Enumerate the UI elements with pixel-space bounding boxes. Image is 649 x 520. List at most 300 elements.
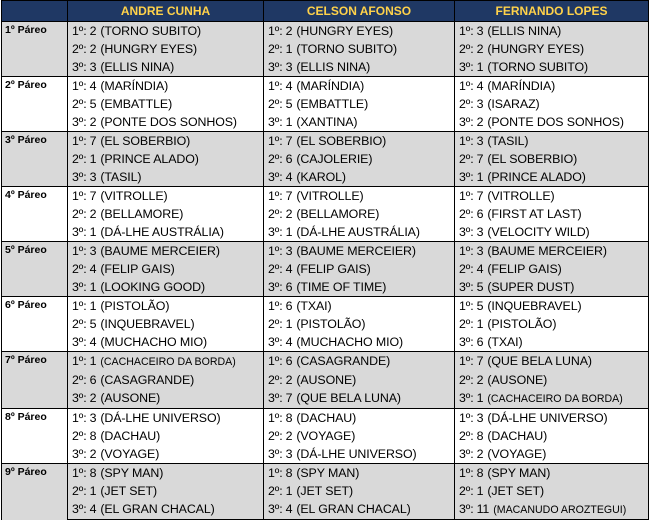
pick-position: 3º:: [268, 60, 283, 74]
race-label: 8º Páreo: [2, 409, 68, 464]
pick-position: 2º:: [459, 373, 474, 387]
pick-position: 2º:: [459, 429, 474, 443]
pick-number: 6: [89, 373, 97, 387]
pick-horse-name: (DÁ-LHE UNIVERSO): [100, 411, 221, 425]
pick-position: 3º:: [268, 225, 283, 239]
pick-cell: [264, 278, 455, 297]
pick-horse-name: (EMBATTLE): [296, 97, 369, 111]
pick-number: 7: [285, 189, 293, 203]
pick-cell: [455, 113, 649, 132]
pick-number: 4: [476, 79, 484, 93]
table-row: [2, 482, 649, 500]
table-row: [2, 40, 649, 58]
pick-cell: [455, 242, 649, 261]
pick-horse-name: (ELLIS NINA): [100, 60, 175, 74]
pick-number: 4: [285, 170, 293, 184]
pick-horse-name: (EL GRAN CHACAL): [100, 502, 215, 516]
pick-number: 1: [89, 152, 97, 166]
pick-number: 7: [285, 134, 293, 148]
pick-horse-name: (PONTE DOS SONHOS): [100, 115, 237, 129]
pick-cell: [455, 500, 649, 520]
pick-position: 3º:: [72, 60, 87, 74]
pick-position: 2º:: [268, 317, 283, 331]
pick-number: 2: [285, 373, 293, 387]
table-row: [2, 278, 649, 297]
pick-horse-name: (EL SOBERBIO): [100, 134, 191, 148]
pick-horse-name: (VOYAGE): [296, 429, 356, 443]
pick-number: 1: [476, 484, 484, 498]
pick-cell: [68, 95, 264, 113]
pick-cell: [68, 333, 264, 352]
pick-cell: [455, 95, 649, 113]
pick-horse-name: (TORNO SUBITO): [487, 60, 589, 74]
pick-position: 1º:: [72, 24, 87, 38]
pick-position: 1º:: [72, 354, 87, 368]
pick-cell: [264, 187, 455, 206]
pick-cell: [455, 58, 649, 77]
table-row: [2, 371, 649, 389]
pick-number: 2: [285, 24, 293, 38]
pick-cell: [455, 333, 649, 352]
pick-horse-name: (FELIP GAIS): [296, 262, 371, 276]
pick-cell: [68, 315, 264, 333]
pick-cell: [68, 40, 264, 58]
pick-number: 2: [285, 207, 293, 221]
pick-cell: [455, 40, 649, 58]
header-tipster-1: ANDRE CUNHA: [68, 1, 264, 22]
pick-position: 3º:: [72, 115, 87, 129]
pick-number: 3: [476, 134, 484, 148]
pick-number: 1: [285, 42, 293, 56]
pick-position: 1º:: [459, 244, 474, 258]
race-label: 1º Páreo: [2, 22, 68, 77]
pick-horse-name: (DACHAU): [296, 411, 357, 425]
pick-number: 2: [89, 207, 97, 221]
pick-number: 7: [476, 152, 484, 166]
pick-cell: [68, 482, 264, 500]
pick-horse-name: (TIME OF TIME): [296, 280, 387, 294]
pick-cell: [455, 132, 649, 151]
pick-number: 3: [89, 170, 97, 184]
pick-horse-name: (MACANUDO AROZTEGUI): [493, 504, 627, 516]
table-row: [2, 77, 649, 96]
pick-horse-name: (BAUME MERCEIER): [296, 244, 416, 258]
pick-cell: [68, 389, 264, 409]
pick-position: 1º:: [268, 244, 283, 258]
pick-position: 2º:: [459, 317, 474, 331]
pick-horse-name: (VOYAGE): [100, 447, 160, 461]
pick-number: 1: [285, 317, 293, 331]
pick-number: 3: [476, 225, 484, 239]
pick-number: 1: [285, 115, 293, 129]
pick-cell: [455, 297, 649, 316]
pick-position: 1º:: [72, 299, 87, 313]
pick-cell: [68, 77, 264, 96]
pick-position: 2º:: [268, 152, 283, 166]
pick-cell: [455, 352, 649, 372]
pick-position: 3º:: [459, 447, 474, 461]
pick-number: 3: [89, 244, 97, 258]
pick-horse-name: (FIRST AT LAST): [487, 207, 582, 221]
pick-horse-name: (JET SET): [100, 484, 158, 498]
pick-cell: [455, 150, 649, 168]
pick-horse-name: (SPY MAN): [296, 466, 360, 480]
pick-position: 2º:: [268, 429, 283, 443]
pick-position: 2º:: [72, 484, 87, 498]
pick-number: 2: [89, 115, 97, 129]
pick-horse-name: (TASIL): [100, 170, 142, 184]
pick-horse-name: (VOYAGE): [487, 447, 547, 461]
pick-position: 2º:: [459, 152, 474, 166]
pick-cell: [264, 242, 455, 261]
pick-horse-name: (DACHAU): [100, 429, 161, 443]
pick-cell: [455, 427, 649, 445]
pick-horse-name: (TXAI): [296, 299, 332, 313]
pick-number: 1: [89, 280, 97, 294]
pick-cell: [264, 223, 455, 242]
pick-number: 1: [476, 170, 484, 184]
pick-position: 1º:: [72, 466, 87, 480]
pick-number: 2: [476, 115, 484, 129]
pick-cell: [68, 242, 264, 261]
pick-horse-name: (VELOCITY WILD): [487, 225, 590, 239]
pick-cell: [455, 187, 649, 206]
race-label: 2º Páreo: [2, 77, 68, 132]
pick-horse-name: (AUSONE): [487, 373, 548, 387]
pick-position: 1º:: [268, 411, 283, 425]
pick-number: 8: [285, 466, 293, 480]
pick-cell: [264, 58, 455, 77]
table-row: [2, 297, 649, 316]
pick-horse-name: (JET SET): [487, 484, 545, 498]
pick-horse-name: (INQUEBRAVEL): [487, 299, 582, 313]
pick-position: 3º:: [72, 170, 87, 184]
pick-cell: [68, 132, 264, 151]
pick-number: 2: [89, 447, 97, 461]
pick-horse-name: (VITROLLE): [487, 189, 555, 203]
pick-horse-name: (EL SOBERBIO): [296, 134, 387, 148]
pick-position: 2º:: [268, 207, 283, 221]
pick-number: 2: [89, 24, 97, 38]
table-row: [2, 205, 649, 223]
pick-position: 2º:: [72, 207, 87, 221]
pick-horse-name: (JET SET): [296, 484, 354, 498]
pick-horse-name: (PRINCE ALADO): [100, 152, 199, 166]
pick-position: 3º:: [268, 280, 283, 294]
pick-position: 1º:: [459, 24, 474, 38]
pick-position: 2º:: [72, 262, 87, 276]
pick-cell: [455, 77, 649, 96]
pick-position: 3º:: [459, 170, 474, 184]
pick-cell: [264, 132, 455, 151]
pick-number: 7: [89, 134, 97, 148]
pick-horse-name: (TORNO SUBITO): [296, 42, 398, 56]
pick-number: 3: [89, 411, 97, 425]
pick-horse-name: (MARÍNDIA): [487, 79, 556, 93]
pick-horse-name: (KAROL): [296, 170, 346, 184]
table-row: [2, 333, 649, 352]
table-row: [2, 168, 649, 187]
pick-cell: [68, 409, 264, 428]
table-row: [2, 95, 649, 113]
pick-number: 3: [285, 244, 293, 258]
pick-horse-name: (AUSONE): [100, 391, 161, 405]
pick-cell: [264, 205, 455, 223]
pick-horse-name: (PISTOLÃO): [100, 299, 170, 313]
pick-number: 4: [89, 79, 97, 93]
pick-horse-name: (DÁ-LHE UNIVERSO): [296, 447, 417, 461]
header-row: [2, 1, 649, 22]
pick-cell: [455, 168, 649, 187]
pick-horse-name: (MUCHACHO MIO): [100, 335, 208, 349]
pick-cell: [455, 278, 649, 297]
pick-position: 2º:: [459, 484, 474, 498]
pick-horse-name: (TASIL): [487, 134, 529, 148]
pick-number: 1: [89, 299, 97, 313]
pick-number: 8: [89, 466, 97, 480]
pick-number: 2: [89, 42, 97, 56]
pick-number: 1: [476, 317, 484, 331]
pick-horse-name: (INQUEBRAVEL): [100, 317, 195, 331]
pick-number: 5: [89, 97, 97, 111]
pick-number: 5: [285, 97, 293, 111]
table-row: [2, 427, 649, 445]
pick-horse-name: (ISARAZ): [487, 97, 540, 111]
pick-position: 3º:: [459, 60, 474, 74]
pick-horse-name: (SPY MAN): [487, 466, 551, 480]
table-row: [2, 389, 649, 409]
pick-number: 7: [476, 354, 484, 368]
pick-horse-name: (BAUME MERCEIER): [100, 244, 220, 258]
pick-horse-name: (SPY MAN): [100, 466, 164, 480]
pick-number: 1: [285, 225, 293, 239]
pick-number: 3: [476, 411, 484, 425]
pick-horse-name: (SUPER DUST): [487, 280, 575, 294]
pick-position: 3º:: [459, 502, 474, 516]
pick-number: 5: [89, 317, 97, 331]
pick-position: 1º:: [268, 299, 283, 313]
pick-cell: [264, 40, 455, 58]
pick-horse-name: (BELLAMORE): [100, 207, 184, 221]
pick-position: 3º:: [459, 225, 474, 239]
pick-position: 1º:: [72, 244, 87, 258]
pick-horse-name: (MUCHACHO MIO): [296, 335, 404, 349]
pick-cell: [264, 500, 455, 520]
pick-horse-name: (CACHACEIRO DA BORDA): [100, 356, 236, 368]
table-row: [2, 352, 649, 372]
pick-number: 8: [89, 429, 97, 443]
predictions-table: [1, 0, 649, 520]
pick-cell: [264, 168, 455, 187]
pick-horse-name: (QUE BELA LUNA): [296, 391, 401, 405]
pick-cell: [264, 77, 455, 96]
pick-position: 3º:: [72, 391, 87, 405]
pick-number: 1: [285, 484, 293, 498]
pick-position: 3º:: [72, 502, 87, 516]
pick-position: 1º:: [459, 134, 474, 148]
pick-position: 2º:: [459, 262, 474, 276]
pick-cell: [264, 333, 455, 352]
table-row: [2, 187, 649, 206]
pick-position: 1º:: [268, 466, 283, 480]
pick-position: 2º:: [459, 42, 474, 56]
pick-position: 1º:: [72, 189, 87, 203]
pick-position: 2º:: [72, 152, 87, 166]
pick-horse-name: (HUNGRY EYES): [296, 24, 394, 38]
pick-cell: [264, 150, 455, 168]
pick-position: 2º:: [72, 97, 87, 111]
pick-position: 2º:: [268, 262, 283, 276]
pick-number: 1: [476, 391, 484, 405]
pick-cell: [455, 409, 649, 428]
pick-cell: [68, 352, 264, 372]
pick-horse-name: (CACHACEIRO DA BORDA): [487, 393, 623, 405]
pick-number: 4: [89, 502, 97, 516]
pick-horse-name: (QUE BELA LUNA): [487, 354, 592, 368]
pick-cell: [264, 409, 455, 428]
pick-horse-name: (LOOKING GOOD): [100, 280, 205, 294]
pick-position: 1º:: [268, 354, 283, 368]
pick-number: 3: [285, 60, 293, 74]
pick-cell: [455, 482, 649, 500]
pick-cell: [68, 187, 264, 206]
pick-cell: [455, 260, 649, 278]
table-row: [2, 464, 649, 483]
pick-number: 8: [476, 466, 484, 480]
pick-number: 4: [285, 502, 293, 516]
pick-cell: [264, 95, 455, 113]
pick-horse-name: (VITROLLE): [100, 189, 168, 203]
table-body: [2, 22, 649, 520]
pick-horse-name: (ELLIS NINA): [487, 24, 562, 38]
pick-number: 3: [89, 60, 97, 74]
pick-number: 7: [476, 189, 484, 203]
pick-position: 1º:: [459, 466, 474, 480]
pick-cell: [264, 464, 455, 483]
pick-horse-name: (FELIP GAIS): [487, 262, 562, 276]
pick-cell: [455, 371, 649, 389]
pick-horse-name: (HUNGRY EYES): [100, 42, 198, 56]
pick-position: 1º:: [268, 134, 283, 148]
pick-cell: [68, 278, 264, 297]
pick-position: 1º:: [72, 411, 87, 425]
pick-cell: [455, 389, 649, 409]
pick-position: 1º:: [268, 79, 283, 93]
pick-position: 3º:: [268, 502, 283, 516]
pick-number: 3: [476, 97, 484, 111]
pick-cell: [68, 22, 264, 41]
pick-number: 2: [476, 447, 484, 461]
pick-cell: [455, 223, 649, 242]
pick-horse-name: (HUNGRY EYES): [487, 42, 585, 56]
table-row: [2, 223, 649, 242]
pick-horse-name: (CASAGRANDE): [100, 373, 195, 387]
pick-cell: [264, 352, 455, 372]
pick-position: 2º:: [268, 97, 283, 111]
pick-horse-name: (TORNO SUBITO): [100, 24, 202, 38]
pick-number: 1: [89, 225, 97, 239]
race-label: 5º Páreo: [2, 242, 68, 297]
pick-cell: [68, 168, 264, 187]
pick-number: 4: [285, 335, 293, 349]
pick-horse-name: (PISTOLÃO): [296, 317, 366, 331]
pick-horse-name: (CASAGRANDE): [296, 354, 391, 368]
pick-number: 1: [476, 60, 484, 74]
pick-cell: [264, 389, 455, 409]
pick-horse-name: (FELIP GAIS): [100, 262, 175, 276]
table-row: [2, 113, 649, 132]
pick-position: 3º:: [268, 170, 283, 184]
pick-position: 1º:: [72, 134, 87, 148]
pick-horse-name: (CAJOLERIE): [296, 152, 373, 166]
pick-horse-name: (MARÍNDIA): [296, 79, 365, 93]
pick-cell: [264, 113, 455, 132]
pick-number: 7: [89, 189, 97, 203]
pick-position: 1º:: [268, 24, 283, 38]
race-label: 6º Páreo: [2, 297, 68, 352]
pick-horse-name: (DACHAU): [487, 429, 548, 443]
pick-cell: [264, 297, 455, 316]
pick-cell: [455, 22, 649, 41]
table-row: [2, 409, 649, 428]
pick-position: 2º:: [72, 317, 87, 331]
pick-cell: [455, 205, 649, 223]
pick-cell: [68, 500, 264, 520]
pick-number: 6: [285, 152, 293, 166]
pick-position: 3º:: [268, 391, 283, 405]
pick-number: 4: [285, 262, 293, 276]
pick-horse-name: (EMBATTLE): [100, 97, 173, 111]
pick-position: 1º:: [459, 411, 474, 425]
pick-horse-name: (EL SOBERBIO): [487, 152, 578, 166]
pick-number: 2: [476, 42, 484, 56]
pick-horse-name: (PONTE DOS SONHOS): [487, 115, 624, 129]
pick-cell: [264, 427, 455, 445]
pick-number: 2: [89, 391, 97, 405]
pick-cell: [264, 260, 455, 278]
pick-cell: [68, 427, 264, 445]
pick-cell: [455, 315, 649, 333]
pick-position: 3º:: [72, 335, 87, 349]
pick-number: 8: [285, 411, 293, 425]
pick-number: 6: [285, 280, 293, 294]
pick-position: 1º:: [459, 189, 474, 203]
pick-number: 3: [476, 24, 484, 38]
header-tipster-3: FERNANDO LOPES: [455, 1, 649, 22]
pick-horse-name: (PRINCE ALADO): [487, 170, 586, 184]
pick-position: 3º:: [459, 335, 474, 349]
pick-horse-name: (DÁ-LHE UNIVERSO): [487, 411, 608, 425]
race-label: 4º Páreo: [2, 187, 68, 242]
pick-position: 3º:: [459, 391, 474, 405]
table-row: [2, 260, 649, 278]
pick-horse-name: (TXAI): [487, 335, 523, 349]
pick-position: 2º:: [72, 429, 87, 443]
pick-position: 3º:: [268, 335, 283, 349]
pick-position: 1º:: [268, 189, 283, 203]
pick-cell: [68, 205, 264, 223]
pick-number: 6: [476, 335, 484, 349]
pick-horse-name: (MARÍNDIA): [100, 79, 169, 93]
pick-position: 2º:: [268, 373, 283, 387]
pick-cell: [264, 371, 455, 389]
pick-number: 2: [285, 429, 293, 443]
pick-cell: [68, 150, 264, 168]
race-label: 9º Páreo: [2, 464, 68, 520]
pick-position: 3º:: [268, 115, 283, 129]
pick-horse-name: (AUSONE): [296, 373, 357, 387]
table-row: [2, 132, 649, 151]
